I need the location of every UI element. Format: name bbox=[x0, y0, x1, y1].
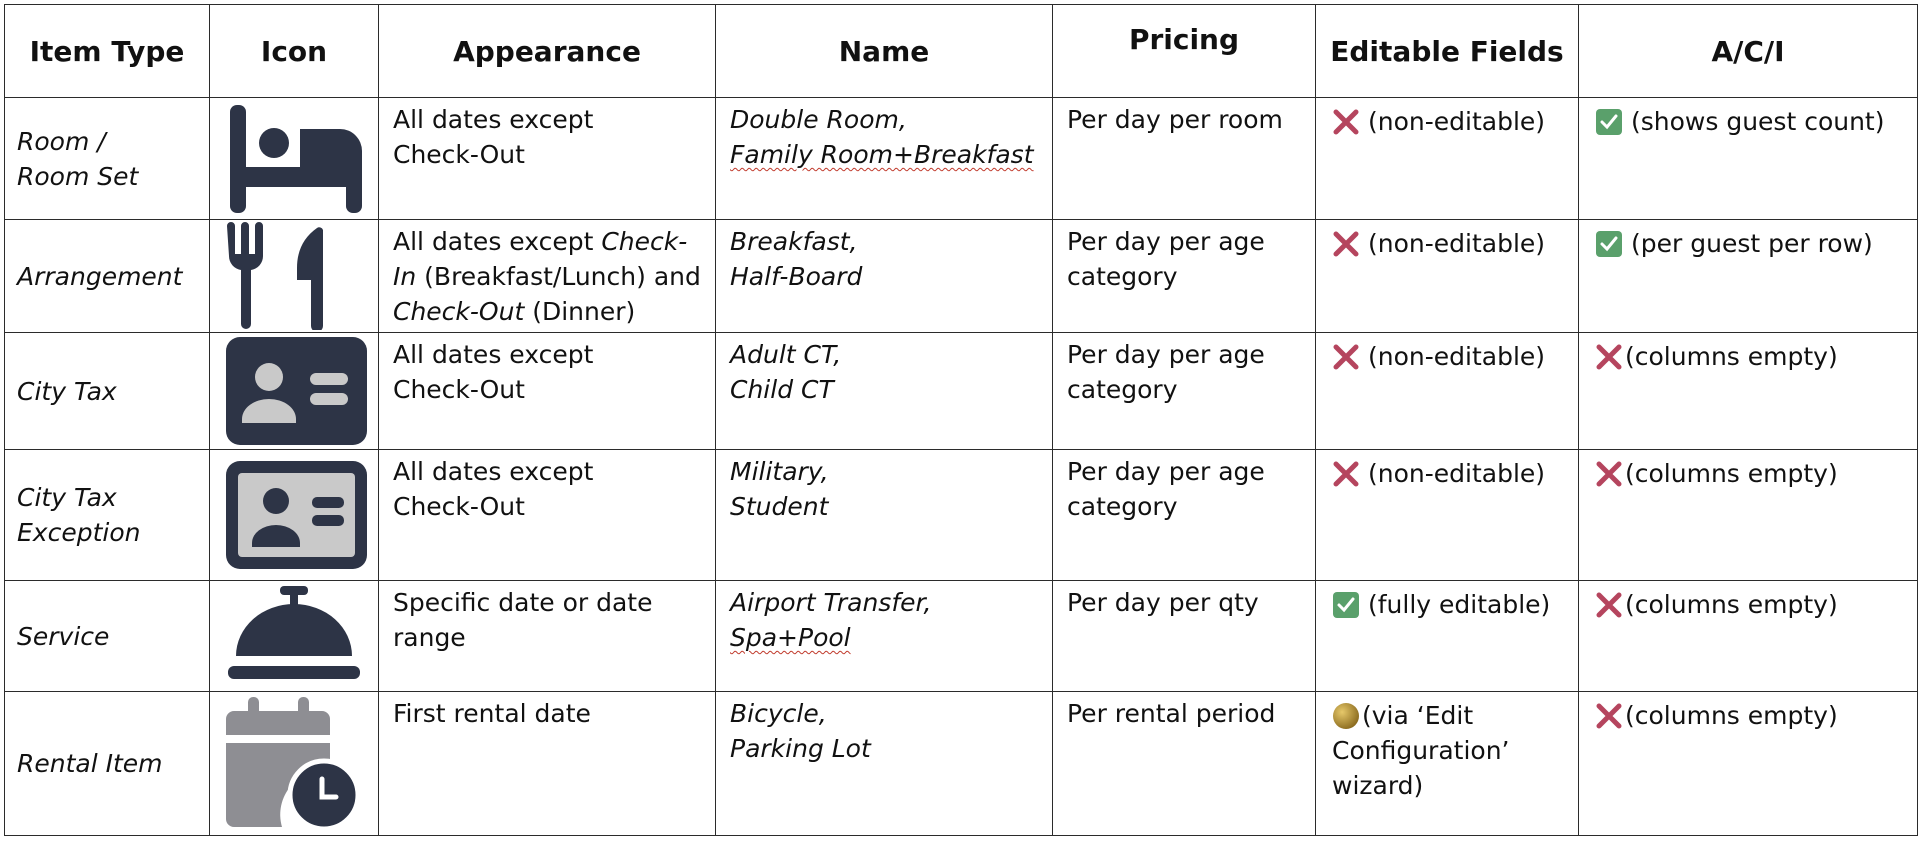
pricing-text: Per day per room bbox=[1067, 105, 1283, 134]
cross-icon bbox=[1332, 230, 1360, 258]
appearance-cell bbox=[379, 333, 716, 450]
name-text bbox=[730, 620, 1038, 655]
aci-text: (columns empty) bbox=[1625, 459, 1838, 488]
header-row bbox=[5, 5, 1918, 98]
editable-text-fragment: (via ‘Edit bbox=[1362, 701, 1474, 730]
cross-icon bbox=[1595, 343, 1623, 371]
cross-icon bbox=[1332, 108, 1360, 136]
appearance-text: Specific date or date bbox=[393, 588, 653, 617]
name-text: Adult CT, bbox=[730, 340, 842, 369]
item-type-cell bbox=[5, 98, 210, 220]
appearance-cell bbox=[379, 98, 716, 220]
pricing-cell bbox=[1053, 333, 1316, 450]
aci-text: (per guest per row) bbox=[1631, 229, 1873, 258]
cross-icon bbox=[1595, 460, 1623, 488]
item-type-text: City Tax bbox=[17, 376, 117, 406]
item-type-cell bbox=[5, 333, 210, 450]
id-badge-icon bbox=[224, 459, 369, 571]
pricing-cell bbox=[1053, 692, 1316, 836]
appearance-text: All dates except bbox=[393, 340, 594, 369]
calendar-clock-icon bbox=[224, 695, 369, 833]
appearance-fragment: Check-Out bbox=[393, 297, 525, 326]
pricing-cell bbox=[1053, 98, 1316, 220]
aci-text: (columns empty) bbox=[1625, 342, 1838, 371]
cross-icon bbox=[1595, 591, 1623, 619]
appearance-cell bbox=[379, 581, 716, 692]
item-type-text: Exception bbox=[17, 518, 141, 547]
pricing-cell bbox=[1053, 581, 1316, 692]
header-icon: Icon bbox=[210, 5, 379, 98]
header-aci: A/C/I bbox=[1579, 5, 1918, 98]
editable-text: (non-editable) bbox=[1368, 459, 1546, 488]
name-cell bbox=[716, 450, 1053, 581]
editable-text bbox=[1332, 698, 1568, 733]
editable-fields-cell bbox=[1316, 98, 1579, 220]
table-row bbox=[5, 333, 1918, 450]
appearance-fragment: In bbox=[393, 262, 417, 291]
aci-text: (shows guest count) bbox=[1631, 107, 1885, 136]
name-cell bbox=[716, 220, 1053, 333]
editable-text: Configuration’ bbox=[1332, 736, 1510, 765]
item-types-table bbox=[4, 4, 1918, 836]
check-box-icon bbox=[1595, 108, 1623, 136]
name-text-fragment: Family Room+Breakfast bbox=[730, 140, 1034, 169]
icon-cell bbox=[210, 98, 379, 220]
icon-cell bbox=[210, 450, 379, 581]
name-text: Bicycle, bbox=[730, 699, 827, 728]
pricing-text: category bbox=[1067, 262, 1178, 291]
table-row bbox=[5, 450, 1918, 581]
appearance-cell bbox=[379, 692, 716, 836]
item-type-text: Service bbox=[17, 621, 110, 651]
editable-fields-cell bbox=[1316, 450, 1579, 581]
icon-cell bbox=[210, 692, 379, 836]
appearance-text: range bbox=[393, 623, 466, 652]
name-text: Parking Lot bbox=[730, 734, 871, 763]
name-text-fragment: Spa+Pool bbox=[730, 623, 851, 652]
cross-icon bbox=[1332, 460, 1360, 488]
item-type-cell bbox=[5, 220, 210, 333]
appearance-text bbox=[393, 259, 701, 294]
name-text: Military, bbox=[730, 457, 829, 486]
icon-cell bbox=[210, 581, 379, 692]
fork-knife-icon bbox=[224, 222, 344, 330]
table-row bbox=[5, 220, 1918, 333]
name-cell bbox=[716, 692, 1053, 836]
appearance-text: Check-Out bbox=[393, 492, 525, 521]
icon-cell bbox=[210, 333, 379, 450]
aci-cell bbox=[1579, 450, 1918, 581]
name-cell bbox=[716, 581, 1053, 692]
name-text: Breakfast, bbox=[730, 227, 858, 256]
pricing-text: Per day per qty bbox=[1067, 588, 1259, 617]
item-type-text: Arrangement bbox=[17, 261, 183, 291]
header-pricing: Pricing bbox=[1053, 5, 1316, 98]
icon-cell bbox=[210, 220, 379, 333]
name-text bbox=[730, 137, 1038, 172]
editable-text: (fully editable) bbox=[1368, 590, 1551, 619]
appearance-text: All dates except bbox=[393, 457, 594, 486]
check-box-icon bbox=[1332, 591, 1360, 619]
appearance-text bbox=[393, 294, 701, 329]
pricing-cell bbox=[1053, 450, 1316, 581]
appearance-fragment: Check- bbox=[601, 227, 688, 256]
appearance-text: First rental date bbox=[393, 699, 591, 728]
header-item-type: Item Type bbox=[5, 5, 210, 98]
header-name: Name bbox=[716, 5, 1053, 98]
service-bell-icon bbox=[224, 584, 369, 688]
appearance-text bbox=[393, 224, 701, 259]
pricing-text: category bbox=[1067, 375, 1178, 404]
aci-cell bbox=[1579, 333, 1918, 450]
name-text: Airport Transfer, bbox=[730, 588, 932, 617]
item-type-text: City Tax bbox=[17, 483, 117, 512]
pricing-text: Per day per age bbox=[1067, 457, 1265, 486]
check-box-icon bbox=[1595, 230, 1623, 258]
pricing-text: Per day per age bbox=[1067, 340, 1265, 369]
editable-text: wizard) bbox=[1332, 771, 1424, 800]
item-type-cell bbox=[5, 692, 210, 836]
pricing-text: Per day per age bbox=[1067, 227, 1265, 256]
aci-cell bbox=[1579, 220, 1918, 333]
aci-cell bbox=[1579, 692, 1918, 836]
cross-icon bbox=[1332, 343, 1360, 371]
pricing-cell bbox=[1053, 220, 1316, 333]
editable-fields-cell bbox=[1316, 220, 1579, 333]
editable-fields-cell bbox=[1316, 692, 1579, 836]
aci-cell bbox=[1579, 581, 1918, 692]
appearance-text: Check-Out bbox=[393, 140, 525, 169]
name-text: Student bbox=[730, 492, 829, 521]
appearance-fragment: All dates except bbox=[393, 227, 602, 256]
pricing-text: Per rental period bbox=[1067, 699, 1276, 728]
name-text: Child CT bbox=[730, 375, 834, 404]
aci-text: (columns empty) bbox=[1625, 701, 1838, 730]
table-row bbox=[5, 692, 1918, 836]
item-type-text: Room Set bbox=[17, 161, 139, 191]
aci-cell bbox=[1579, 98, 1918, 220]
appearance-fragment: (Breakfast/Lunch) and bbox=[416, 262, 701, 291]
table-row bbox=[5, 581, 1918, 692]
editable-fields-cell bbox=[1316, 581, 1579, 692]
appearance-text: All dates except bbox=[393, 105, 594, 134]
editable-text: (non-editable) bbox=[1368, 229, 1546, 258]
name-cell bbox=[716, 333, 1053, 450]
appearance-fragment: (Dinner) bbox=[524, 297, 636, 326]
partial-circle-icon bbox=[1332, 702, 1360, 730]
table-row bbox=[5, 98, 1918, 220]
editable-fields-cell bbox=[1316, 333, 1579, 450]
header-editable-fields: Editable Fields bbox=[1316, 5, 1579, 98]
aci-text: (columns empty) bbox=[1625, 590, 1838, 619]
item-type-cell bbox=[5, 450, 210, 581]
name-text: Half-Board bbox=[730, 262, 863, 291]
header-appearance: Appearance bbox=[379, 5, 716, 98]
pricing-text: category bbox=[1067, 492, 1178, 521]
item-type-text: Room / bbox=[17, 126, 106, 156]
item-type-cell bbox=[5, 581, 210, 692]
bed-icon bbox=[224, 103, 369, 215]
name-text: Double Room, bbox=[730, 105, 907, 134]
cross-icon bbox=[1595, 702, 1623, 730]
appearance-cell bbox=[379, 220, 716, 333]
id-card-icon bbox=[224, 335, 369, 447]
name-cell bbox=[716, 98, 1053, 220]
appearance-cell bbox=[379, 450, 716, 581]
editable-text: (non-editable) bbox=[1368, 107, 1546, 136]
item-type-text: Rental Item bbox=[17, 749, 163, 778]
appearance-text: Check-Out bbox=[393, 375, 525, 404]
editable-text: (non-editable) bbox=[1368, 342, 1546, 371]
